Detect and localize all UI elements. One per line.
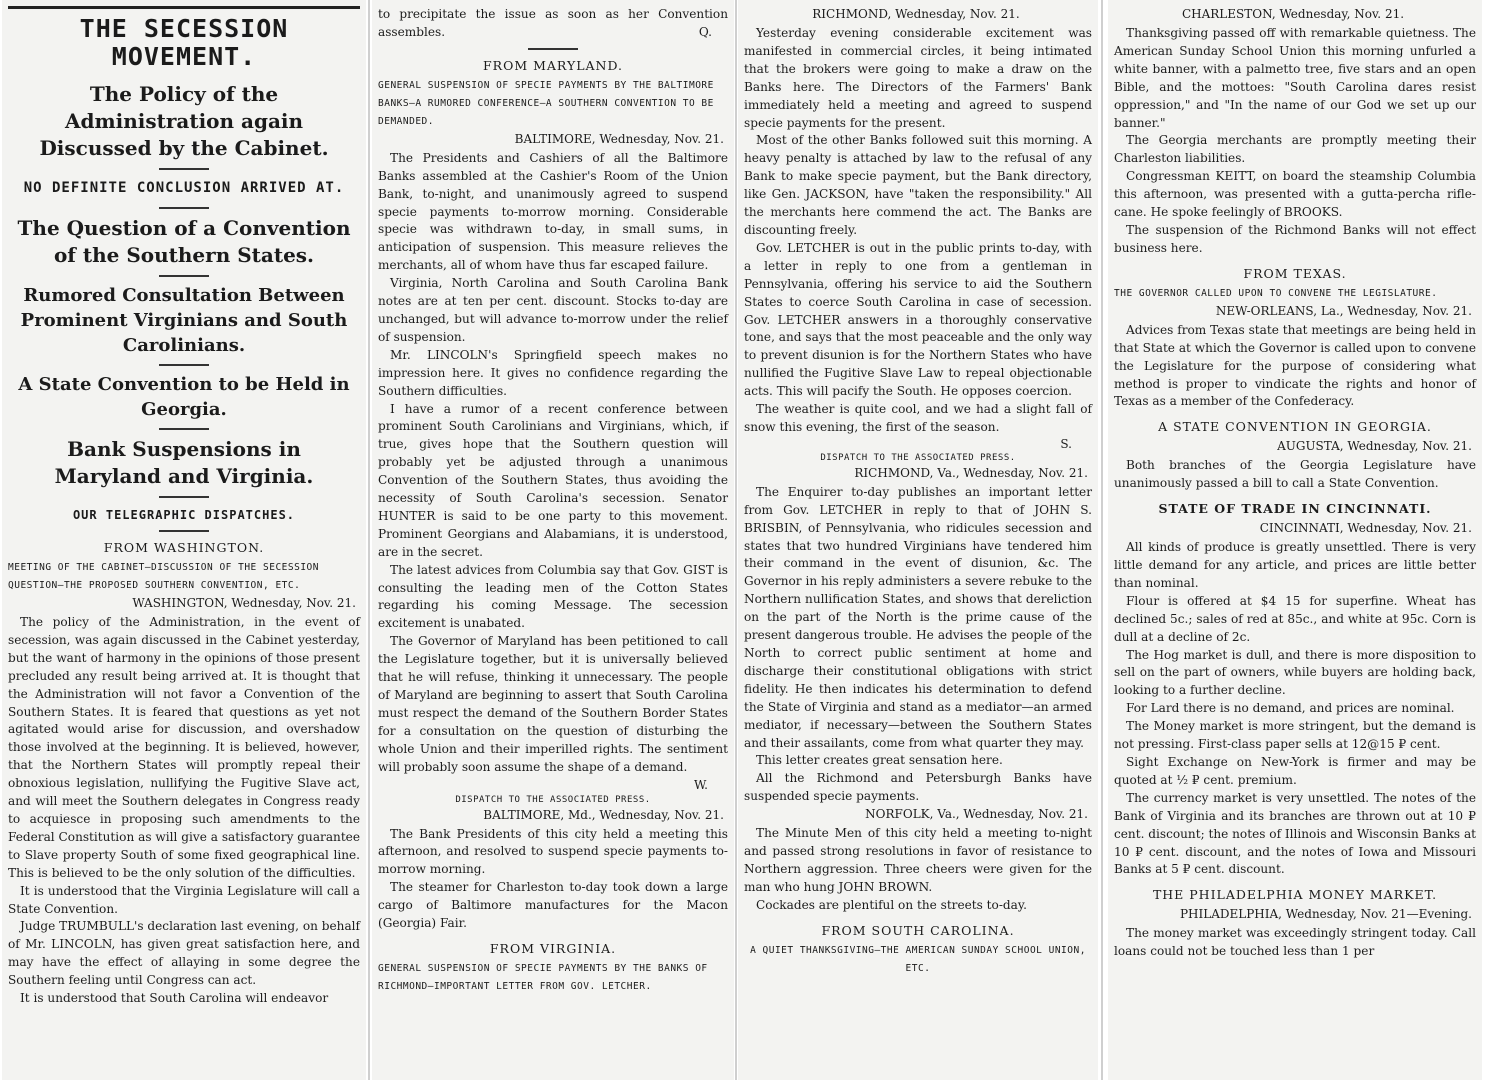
dispatch-label: DISPATCH TO THE ASSOCIATED PRESS.	[455, 794, 651, 805]
paragraph: The Hog market is dull, and there is more disposition to sell on the part of owners, while buyers are holding back, looking to a further decline.	[1114, 647, 1476, 698]
section-from-washington: FROM WASHINGTON.	[103, 540, 265, 555]
correspondent-signature: Q.	[698, 24, 712, 39]
dateline-charleston: CHARLESTON, Wednesday, Nov. 21.	[1181, 7, 1405, 21]
paragraph: It is understood that the Virginia Legislature will call a State Convention.	[8, 883, 360, 916]
deck-divider	[159, 168, 209, 170]
paragraph: Virginia, North Carolina and South Carolina Bank notes are at ten per cent. discount. Stocks to-day are unchanged, but will advance to-morrow under the relief of suspension.	[378, 276, 728, 344]
paragraph: Congressman KEITT, on board the steamship Columbia this afternoon, was presented with a gutta-percha rifle-cane. He spoke feelingly of BROOKS.	[1114, 169, 1476, 220]
section-divider	[159, 530, 209, 532]
deck-divider	[159, 275, 209, 277]
section-cincinnati-trade: STATE OF TRADE IN CINCINNATI.	[1158, 501, 1432, 517]
paragraph: It is understood that South Carolina will endeavor	[20, 991, 329, 1006]
paragraph: All kinds of produce is greatly unsettled. There is very little demand for any article, and prices are little better than nominal.	[1114, 540, 1476, 590]
dateline-baltimore-md: BALTIMORE, Md., Wednesday, Nov. 21.	[483, 807, 724, 822]
dateline-cincinnati: CINCINNATI, Wednesday, Nov. 21.	[1259, 521, 1472, 536]
main-headline: THE SECESSION MOVEMENT.	[79, 14, 289, 71]
correspondent-signature: S.	[1060, 436, 1072, 451]
sidehead-richmond-banks: GENERAL SUSPENSION OF SPECIE PAYMENTS BY THE BANKS OF RICHMOND—IMPORTANT LETTER FROM GOV. LETCHER.	[378, 962, 708, 992]
paragraph: Gov. LETCHER is out in the public prints to-day, with a letter in reply to one from a gentleman in Pennsylvania, offering his service to aid the Southern States to coerce South Carolina in case of secession. Gov. LETCHER answers in a thoroughly conservative tone, and says that the most peaceable and the only way to prevent disunion is for the Northern States who have nullified the Fugitive Slave Law to repeal objectionable acts. This will pacify the South. He opposes coercion.	[744, 240, 1092, 399]
column-3	[738, 0, 1098, 1080]
paragraph: Advices from Texas state that meetings are being held in that State at which the Governor is called upon to convene the Legislature for the purpose of considering what method is proper to vindicate the rights and honor of Texas as a member of the Confederacy.	[1114, 322, 1476, 409]
dateline-richmond-va: RICHMOND, Va., Wednesday, Nov. 21.	[854, 465, 1088, 480]
paragraph: Most of the other Banks followed suit this morning. A heavy penalty is attached by law to the refusal of any Bank to make specie payment, but the Bank directory, like Gen. JACKSON, have "taken the responsibility." All the merchants here commend the act. The Banks are discounting freely.	[744, 133, 1092, 237]
continued-text: to precipitate the issue as soon as her Convention assembles.	[378, 7, 728, 39]
deck-rumored-consultation: Rumored Consultation Between Prominent Virginians and South Carolinians.	[20, 285, 348, 356]
paragraph: The Presidents and Cashiers of all the Baltimore Banks assembled at the Cashier's Room of the Union Bank, to-night, and unanimously agreed to suspend specie payments to-morrow morning. Considerable specie was withdrawn to-day, in small sums, in anticipation of suspension. This measure relieves the merchants, all of whom have thus far escaped failure.	[378, 150, 728, 273]
paragraph: The steamer for Charleston to-day took down a large cargo of Baltimore manufactures for the Macon (Georgia) Fair.	[378, 880, 728, 931]
dateline-norfolk: NORFOLK, Va., Wednesday, Nov. 21.	[865, 807, 1088, 822]
deck-divider	[159, 496, 209, 498]
deck-divider	[159, 364, 209, 366]
section-from-south-carolina: FROM SOUTH CAROLINA.	[821, 922, 1015, 938]
deck-no-conclusion: NO DEFINITE CONCLUSION ARRIVED AT.	[23, 180, 345, 196]
paragraph: The policy of the Administration, in the event of secession, was again discussed in the Cabinet yesterday, but the want of harmony in the opinions of those present precluded any result being arrived at. It is thought that the Administration will not favor a Convention of the Southern States. It is feared that questions as yet not agitated would arise for discussion, and overshadow those involved at the beginning. It is believed, however, that the Northern States will promptly repeal their obnoxious legislation, nullifying the Fugitive Slave act, and will meet the Southern delegates in Congress ready to acquiesce in proposing such amendments to the Federal Constitution as will give a satisfactory guarantee to Slave property South of some fixed geographical line. This is believed to be the only solution of the difficulties.	[8, 615, 360, 880]
section-georgia-convention: A STATE CONVENTION IN GEORGIA.	[1158, 419, 1432, 435]
paragraph: The suspension of the Richmond Banks will not effect business here.	[1114, 222, 1476, 255]
column-2	[372, 0, 734, 1080]
paragraph: The Governor of Maryland has been petitioned to call the Legislature together, but it is universally believed that he will refuse, thinking it unnecessary. The people of Maryland are beginning to assert that South Carolina must respect the demand of the Southern Border States for a consultation on the question of disturbing the whole Union and their imperilled rights. The sentiment will probably soon assume the shape of a demand.	[378, 634, 728, 774]
deck-convention-question: The Question of a Convention of the Southern States.	[17, 216, 351, 267]
paragraph: The weather is quite cool, and we had a slight fall of snow this evening, the first of the season.	[744, 402, 1092, 434]
paragraph: Judge TRUMBULL's declaration last evening, on behalf of Mr. LINCOLN, has given great satisfaction here, and may have the effect of allaying in some degree the Southern feeling until Congress can act.	[8, 919, 360, 988]
paragraph: The money market was exceedingly stringent today. Call loans could not be touched less than 1 per	[1114, 926, 1476, 959]
sidehead-cabinet-meeting: MEETING OF THE CABINET—DISCUSSION OF THE SECESSION QUESTION—THE PROPOSED SOUTHERN CONVENTION, ETC.	[8, 562, 319, 591]
sidehead-quiet-thanksgiving: A QUIET THANKSGIVING—THE AMERICAN SUNDAY SCHOOL UNION, ETC.	[750, 944, 1086, 974]
paragraph: Both branches of the Georgia Legislature have unanimously passed a bill to call a State Convention.	[1114, 458, 1476, 491]
column-rule	[368, 0, 370, 1080]
paragraph: The Money market is more stringent, but the demand is not pressing. First-class paper sells at 12@15 ₽ cent.	[1114, 719, 1476, 752]
section-from-maryland: FROM MARYLAND.	[482, 57, 624, 73]
sidehead-baltimore-banks: GENERAL SUSPENSION OF SPECIE PAYMENTS BY THE BALTIMORE BANKS—A RUMORED CONFERENCE—A SOUTHERN CONVENTION TO BE DEMANDED.	[378, 79, 714, 127]
paragraph: Cockades are plentiful on the streets to-day.	[756, 897, 1027, 912]
section-from-texas: FROM TEXAS.	[1243, 265, 1347, 281]
dateline-philadelphia: PHILADELPHIA, Wednesday, Nov. 21—Evening.	[1179, 907, 1472, 922]
deck-divider	[159, 428, 209, 430]
sidehead-texas-legislature: THE GOVERNOR CALLED UPON TO CONVENE THE LEGISLATURE.	[1114, 287, 1438, 299]
paragraph: All the Richmond and Petersburgh Banks have suspended specie payments.	[744, 771, 1092, 804]
dateline-washington: WASHINGTON, Wednesday, Nov. 21.	[132, 596, 356, 610]
paragraph: I have a rumor of a recent conference between prominent South Carolinians and Virginians, which, if true, gives hope that the Southern question will probably yet be adjusted through a unanimous Convention of the Southern States, thus avoiding the necessity of South Carolina's secession. Senator HUNTER is said to be one party to this movement. Prominent Georgians and Alabamians, it is understood, are in the secret.	[378, 401, 728, 559]
column-rule	[735, 0, 737, 1080]
paragraph: Sight Exchange on New-York is firmer and may be quoted at ½ ₽ cent. premium.	[1114, 755, 1476, 787]
paragraph: The Enquirer to-day publishes an important letter from Gov. LETCHER in reply to that of JOHN S. BRISBIN, of Pennsylvania, who ridicules secession and states that two hundred Virginians have tendered him their command in the event of disunion, &c. The Governor in his reply administers a severe rebuke to the Northern nullification States, and shows that dereliction on the part of the North is the prime cause of the present dangerous trouble. He advises the people of the North to correct public sentiment at home and discharge their constitutional obligations with strict fidelity. He then indicates his determination to defend the State of Virginia and stand as a mediator—an armed mediator, if necessary—between the Southern States and their assailants, come from what quarter they may.	[744, 484, 1092, 750]
dispatch-label: DISPATCH TO THE ASSOCIATED PRESS.	[820, 452, 1016, 463]
paragraph: This letter creates great sensation here.	[756, 753, 1003, 768]
paragraph: For Lard there is no demand, and prices are nominal.	[1126, 701, 1455, 716]
deck-bank-suspensions: Bank Suspensions in Maryland and Virginia.	[54, 437, 314, 488]
paragraph: The latest advices from Columbia say that Gov. GIST is consulting the leading men of the Cotton States regarding his coming Message. The secession excitement is unabated.	[378, 562, 728, 631]
column-4	[1108, 0, 1482, 1080]
column-rule	[1101, 0, 1103, 1080]
column-1	[2, 0, 366, 1080]
top-rule	[8, 6, 360, 9]
paragraph-continued	[378, 6, 728, 42]
dateline-richmond: RICHMOND, Wednesday, Nov. 21.	[812, 7, 1020, 21]
section-philadelphia-money: THE PHILADELPHIA MONEY MARKET.	[1152, 887, 1438, 903]
correspondent-signature: W.	[693, 777, 708, 792]
paragraph: The Georgia merchants are promptly meeting their Charleston liabilities.	[1114, 133, 1476, 166]
deck-policy: The Policy of the Administration again Discussed by the Cabinet.	[39, 82, 329, 160]
paragraph: Yesterday evening considerable excitement was manifested in commercial circles, it being intimated that the brokers were going to make a draw on the Banks here. The Directors of the Farmers' Bank immediately held a meeting and agreed to suspend specie payments for the present.	[744, 26, 1092, 130]
paragraph: The Minute Men of this city held a meeting to-night and passed strong resolutions in favor of resistance to Northern aggression. Three cheers were given for the man who hung JOHN BROWN.	[744, 826, 1092, 894]
section-from-virginia: FROM VIRGINIA.	[489, 940, 617, 956]
dateline-new-orleans: NEW-ORLEANS, La., Wednesday, Nov. 21.	[1215, 303, 1472, 318]
deck-divider	[159, 207, 209, 209]
dateline-baltimore: BALTIMORE, Wednesday, Nov. 21.	[514, 131, 724, 146]
paragraph: The currency market is very unsettled. The notes of the Bank of Virginia and its branches are thrown out at 10 ₽ cent. discount; the notes of Illinois and Wisconsin Banks at 10 ₽ cent. discount, and the notes of Iowa and Missouri Banks at 5 ₽ cent. discount.	[1114, 790, 1477, 877]
section-divider	[528, 48, 578, 50]
paragraph: Thanksgiving passed off with remarkable quietness. The American Sunday School Union this morning unfurled a white banner, with a palmetto tree, five stars and an open Bible, and the mottoes: "South Carolina dares resist oppression," and "In the name of our God we set up our banner."	[1114, 26, 1476, 130]
dateline-augusta: AUGUSTA, Wednesday, Nov. 21.	[1277, 439, 1472, 454]
paragraph: The Bank Presidents of this city held a meeting this afternoon, and resolved to suspend specie payments to-morrow morning.	[378, 826, 728, 877]
paragraph: Mr. LINCOLN's Springfield speech makes no impression here. It gives no confidence regarding the Southern difficulties.	[378, 347, 728, 398]
deck-georgia-convention: A State Convention to be Held in Georgia.	[18, 374, 350, 420]
paragraph: Flour is offered at $4 15 for superfine. Wheat has declined 5c.; sales of red at 85c., and white at 95c. Corn is dull at a decline of 2c.	[1114, 593, 1476, 644]
telegraphic-dispatches-heading: OUR TELEGRAPHIC DISPATCHES.	[72, 508, 296, 522]
